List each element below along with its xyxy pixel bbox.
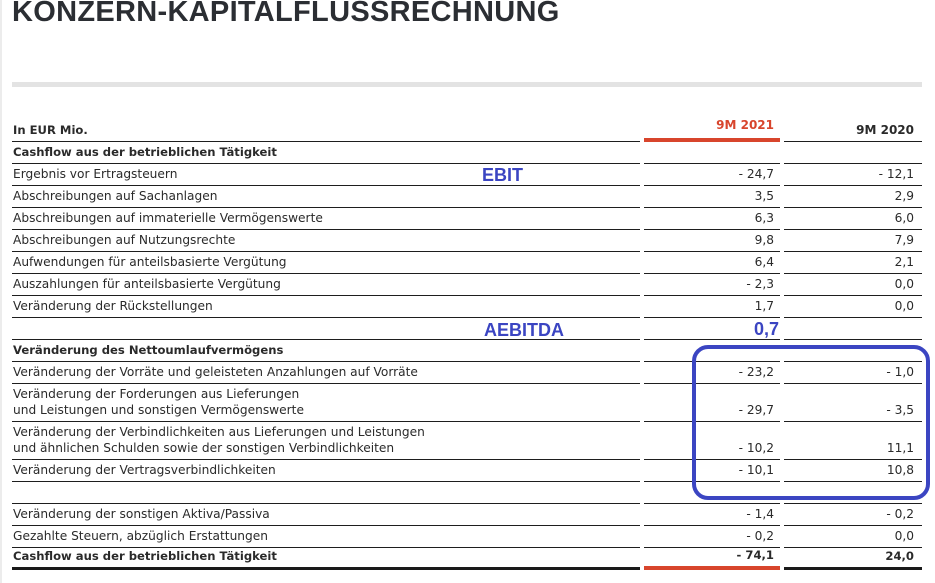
row-label: Cashflow aus der betrieblichen Tätigkeit — [13, 549, 277, 563]
total-value-2020: 24,0 — [885, 549, 914, 563]
table-header-row — [12, 120, 922, 142]
row-label: Veränderung der Rückstellungen — [13, 299, 213, 313]
value-2020: - 3,5 — [886, 403, 914, 417]
value-2021: 6,3 — [754, 211, 774, 225]
value-2021: - 0,2 — [746, 529, 774, 543]
table-row — [12, 230, 922, 252]
value-2021: 3,5 — [754, 189, 774, 203]
value-2021: 1,7 — [754, 299, 774, 313]
row-label: Abschreibungen auf Sachanlagen — [13, 189, 218, 203]
value-2021: - 1,4 — [746, 507, 774, 521]
total-value-2021: - 74,1 — [736, 548, 774, 562]
row-label-line-1: Veränderung der Forderungen aus Lieferungen — [13, 387, 300, 401]
table-row — [12, 164, 922, 186]
row-label-line-2: und ähnlichen Schulden sowie der sonstigen Verbindlichkeiten — [13, 441, 395, 455]
value-2020: 7,9 — [894, 233, 914, 247]
value-2021: 9,8 — [754, 233, 774, 247]
value-2020: - 1,0 — [886, 365, 914, 379]
value-2020: 2,9 — [894, 189, 914, 203]
row-label: Ergebnis vor Ertragsteuern — [13, 167, 178, 181]
page-left-border — [0, 0, 2, 583]
value-2021: - 29,7 — [738, 403, 774, 417]
value-2020: 10,8 — [886, 463, 914, 477]
table-row — [12, 208, 922, 230]
title-divider — [12, 82, 922, 87]
row-label: Auszahlungen für anteilsbasierte Vergütung — [13, 277, 281, 291]
value-2021: - 10,1 — [738, 463, 774, 477]
table-row — [12, 296, 922, 318]
table-row — [12, 526, 922, 548]
value-2020: - 12,1 — [878, 167, 914, 181]
row-label: Aufwendungen für anteilsbasierte Vergütung — [13, 255, 287, 269]
value-2020: 0,0 — [894, 299, 914, 313]
table-row — [12, 186, 922, 208]
annotation-aebitda: AEBITDA — [484, 320, 564, 340]
section-header-row — [12, 142, 922, 164]
row-label: Veränderung des Nettoumlaufvermögens — [13, 343, 284, 357]
row-label: Abschreibungen auf immaterielle Vermögenswerte — [13, 211, 323, 225]
page-title: KONZERN-KAPITALFLUSSRECHNUNG — [12, 0, 560, 28]
table-row — [12, 504, 922, 526]
value-2020: 6,0 — [894, 211, 914, 225]
row-label: Veränderung der sonstigen Aktiva/Passiva — [13, 507, 270, 521]
unit-label: In EUR Mio. — [13, 123, 88, 137]
blank-row — [12, 318, 922, 340]
value-2020: 0,0 — [894, 277, 914, 291]
row-label: Abschreibungen auf Nutzungsrechte — [13, 233, 236, 247]
value-2020: - 0,2 — [886, 507, 914, 521]
value-2020: 2,1 — [894, 255, 914, 269]
value-2021: - 10,2 — [738, 441, 774, 455]
highlight-box-working-capital — [692, 345, 930, 500]
value-2020: 11,1 — [886, 441, 914, 455]
value-2021: - 2,3 — [746, 277, 774, 291]
value-2020: 0,0 — [894, 529, 914, 543]
value-2021: - 23,2 — [738, 365, 774, 379]
column-header-9m-2020: 9M 2020 — [856, 123, 914, 137]
total-row — [12, 548, 922, 570]
row-label-line-1: Veränderung der Verbindlichkeiten aus Lieferungen und Leistungen — [13, 425, 425, 439]
row-label: Cashflow aus der betrieblichen Tätigkeit — [13, 145, 277, 159]
table-row — [12, 274, 922, 296]
row-label: Veränderung der Vorräte und geleisteten Anzahlungen auf Vorräte — [13, 365, 418, 379]
row-label: Gezahlte Steuern, abzüglich Erstattungen — [13, 529, 268, 543]
value-2021: - 24,7 — [738, 167, 774, 181]
table-row — [12, 252, 922, 274]
column-header-9m-2021: 9M 2021 — [716, 118, 774, 132]
annotation-ebit: EBIT — [482, 165, 524, 185]
row-label-line-2: und Leistungen und sonstigen Vermögenswerte — [13, 403, 304, 417]
value-2021: 6,4 — [754, 255, 774, 269]
annotation-aebitda-value: 0,7 — [754, 319, 780, 339]
row-label: Veränderung der Vertragsverbindlichkeiten — [13, 463, 276, 477]
